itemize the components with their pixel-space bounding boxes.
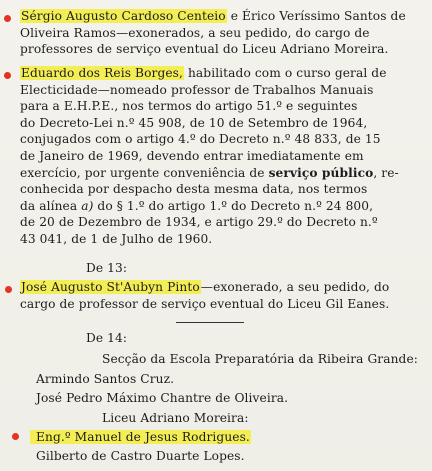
- paragraph-2-line-9: da alínea a) do § 1.º do artigo 1.º do Decreto n.º 24 800,: [20, 198, 374, 213]
- paragraph-1-line-3: professores de serviço eventual do Liceu Adriano Moreira.: [20, 42, 389, 57]
- section-name-2: José Pedro Máximo Chantre de Oliveira.: [36, 391, 289, 405]
- paragraph-2-line-11: 43 041, de 1 de Julho de 1960.: [20, 231, 213, 246]
- paragraph-2-line-6: de Janeiro de 1969, devendo entrar imediatamente em: [20, 148, 364, 163]
- paragraph-2-line-1: Eduardo dos Reis Borges, habilitado com o curso geral de: [21, 66, 387, 80]
- separator-rule: [176, 322, 244, 323]
- paragraph-1: [20, 8, 410, 58]
- paragraph-1-line-1: Sérgio Augusto Cardoso Centeio e Érico Veríssimo Santos de: [21, 9, 406, 23]
- paragraph-2-line-2: Electicidade—nomeado professor de Trabalhos Manuais: [20, 82, 374, 97]
- paragraph-2-line-8: conhecida por despacho desta mesma data, nos termos: [20, 182, 368, 197]
- paragraph-2-line-7: exercício, por urgente conveniência de serviço público, re-: [20, 165, 399, 180]
- bullet-marker-1: [4, 15, 11, 22]
- highlighted-name: Eduardo dos Reis Borges,: [21, 66, 183, 80]
- highlighted-name: Eng.º Manuel de Jesus Rodrigues.: [30, 430, 251, 444]
- paragraph-2-line-4: do Decreto-Lei n.º 45 908, de 10 de Setembro de 1964,: [20, 115, 368, 130]
- bullet-marker-4: [12, 433, 19, 440]
- paragraph-2-line-3: para a E.H.P.E., nos termos do artigo 51.º e seguintes: [20, 99, 358, 114]
- liceu-name-2: Gilberto de Castro Duarte Lopes.: [36, 449, 245, 463]
- paragraph-3: [20, 279, 412, 312]
- liceu-name-1: [30, 429, 251, 446]
- highlighted-name: José Augusto St'Aubyn Pinto: [21, 280, 200, 294]
- paragraph-1-line-2: Oliveira Ramos—exonerados, a seu pedido, do cargo de: [20, 25, 370, 40]
- paragraph-2: [20, 65, 412, 248]
- bullet-marker-2: [4, 72, 11, 79]
- date-heading-14: De 14:: [86, 331, 128, 345]
- liceu-heading: Liceu Adriano Moreira:: [102, 411, 249, 425]
- highlighted-name: Sérgio Augusto Cardoso Centeio: [21, 9, 226, 23]
- paragraph-2-line-10: de 20 de Dezembro de 1934, e artigo 29.º do Decreto n.º: [20, 215, 378, 230]
- paragraph-2-line-5: conjugados com o artigo 4.º do Decreto n.º 48 833, de 15: [20, 132, 381, 147]
- paragraph-3-line-2: cargo de professor de serviço eventual do Liceu Gil Eanes.: [20, 296, 390, 311]
- section-heading: Secção da Escola Preparatória da Ribeira Grande:: [102, 352, 418, 366]
- paragraph-3-line-1: José Augusto St'Aubyn Pinto—exonerado, a seu pedido, do: [21, 280, 390, 294]
- bullet-marker-3: [5, 286, 12, 293]
- date-heading-13: De 13:: [86, 261, 128, 275]
- section-name-1: Armindo Santos Cruz.: [36, 372, 175, 386]
